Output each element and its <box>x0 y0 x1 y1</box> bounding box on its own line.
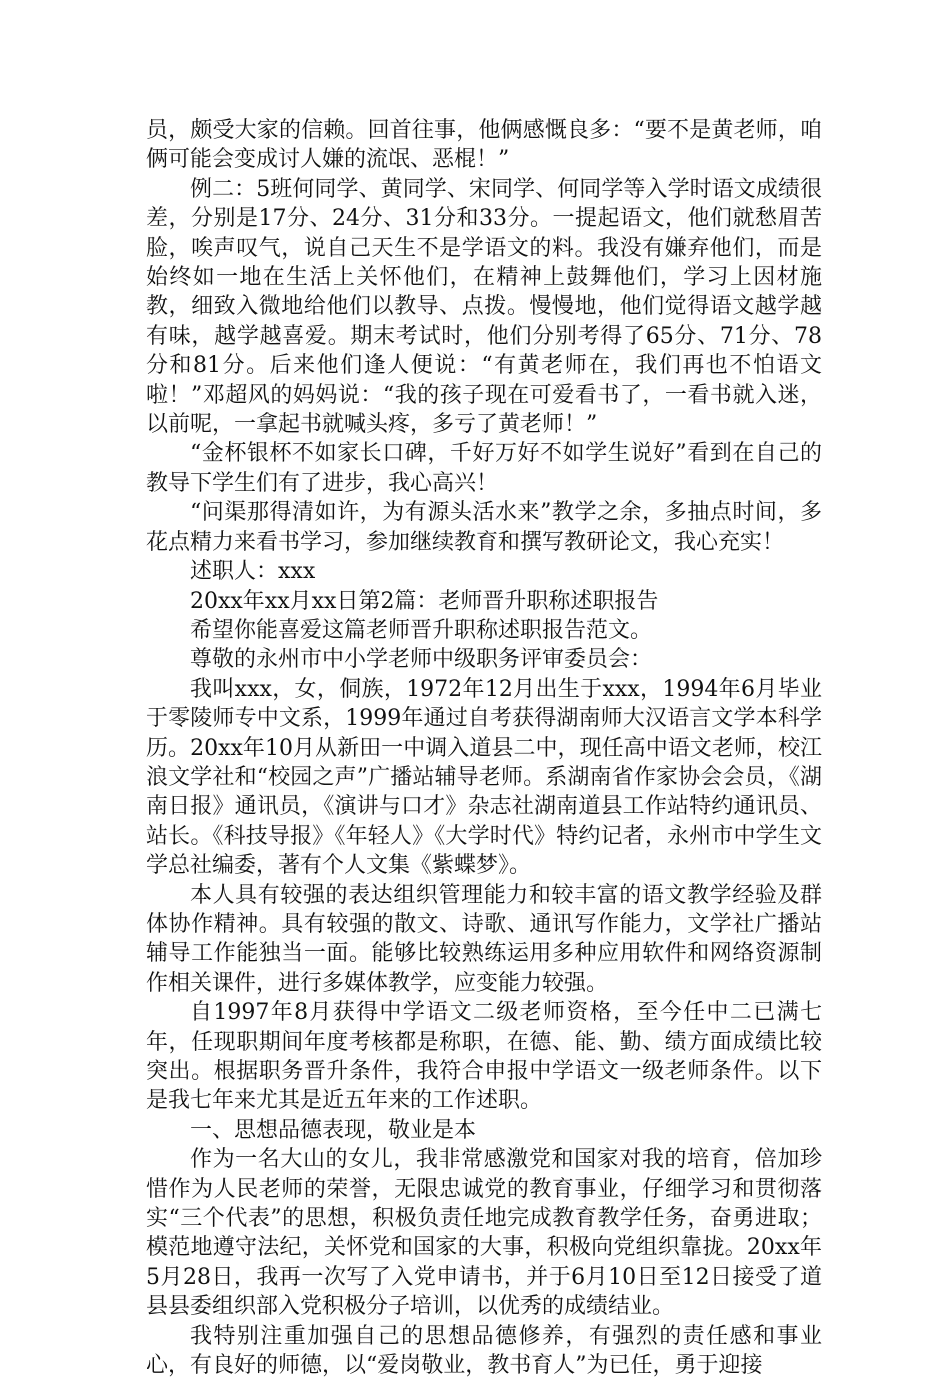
paragraph-personal-info: 我叫xxx，女，侗族，1972年12月出生于xxx，1994年6月毕业于零陵师专中文系，1999年通过自考获得湖南师大汉语言文学本科学历。20xx年10月从新田一中调入道县二中，现任高中语文老师，校江浪文学社和“校园之声”广播站辅导老师。系湖南省作家协会会员，《湖南日报》通讯员，《演讲与口才》杂志社湖南道县工作站特约通讯员、站长。《科技导报》《年轻人》《大学时代》特约记者，永州市中学生文学总社编委，著有个人文集《紫蝶梦》。 <box>146 676 822 879</box>
paragraph-4: “问渠那得清如许，为有源头活水来”教学之余，多抽点时间，多花点精力来看书学习，参加继续教育和撰写教研论文，我心充实！ <box>146 500 822 555</box>
salutation-line: 尊敬的永州市中小学老师中级职务评审委员会： <box>190 647 653 673</box>
date-title-line: 20xx年xx月xx日第2篇：老师晋升职称述职报告 <box>190 588 659 614</box>
section-heading-1: 一、思想品德表现，敬业是本 <box>190 1117 477 1143</box>
signature-line: 述职人：xxx <box>190 559 316 585</box>
paragraph-1: 员，颇受大家的信赖。回首往事，他俩感慨良多：“要不是黄老师，咱俩可能会变成讨人嫌的流氓、恶棍！” <box>146 118 822 173</box>
document-body <box>146 116 822 1380</box>
paragraph-ideology: 作为一名大山的女儿，我非常感激党和国家对我的培育，倍加珍惜作为人民老师的荣誉，无限忠诚党的教育事业，仔细学习和贯彻落实“三个代表”的思想，积极负责任地完成教育教学任务，奋勇进取；模范地遵守法纪，关怀党和国家的大事，积极向党组织靠拢。20xx年5月28日，我再一次写了入党申请书，并于6月10日至12日接受了道县县委组织部入党积极分子培训，以优秀的成绩结业。 <box>146 1147 822 1320</box>
intro-line: 希望你能喜爱这篇老师晋升职称述职报告范文。 <box>190 617 653 643</box>
paragraph-2: 例二：5班何同学、黄同学、宋同学、何同学等入学时语文成绩很差，分别是17分、24分、31分和33分。一提起语文，他们就愁眉苦脸，唉声叹气，说自己天生不是学语文的料。我没有嫌弃他们，而是始终如一地在生活上关怀他们，在精神上鼓舞他们，学习上因材施教，细致入微地给他们以教导、点拨。慢慢地，他们觉得语文越学越有味，越学越喜爱。期末考试时，他们分别考得了65分、71分、78分和81分。后来他们逢人便说：“有黄老师在，我们再也不怕语文啦！”邓超风的妈妈说：“我的孩子现在可爱看书了，一看书就入迷，以前呢，一拿起书就喊头疼，多亏了黄老师！” <box>146 176 822 438</box>
paragraph-ethics: 我特别注重加强自己的思想品德修养，有强烈的责任感和事业心，有良好的师德，以“爱岗敬业，教书育人”为已任，勇于迎接 <box>146 1323 822 1379</box>
paragraph-qualification: 自1997年8月获得中学语文二级老师资格，至今任中二已满七年，任现职期间年度考核都是称职，在德、能、勤、绩方面成绩比较突出。根据职务晋升条件，我符合申报中学语文一级老师条件。以下是我七年来尤其是近五年来的工作述职。 <box>146 1000 822 1114</box>
paragraph-3: “金杯银杯不如家长口碑，千好万好不如学生说好”看到在自己的教导下学生们有了进步，我心高兴！ <box>146 441 822 496</box>
paragraph-abilities: 本人具有较强的表达组织管理能力和较丰富的语文教学经验及群体协作精神。具有较强的散文、诗歌、通讯写作能力，文学社广播站辅导工作能独当一面。能够比较熟练运用多种应用软件和网络资源制作相关课件，进行多媒体教学，应变能力较强。 <box>146 882 822 996</box>
